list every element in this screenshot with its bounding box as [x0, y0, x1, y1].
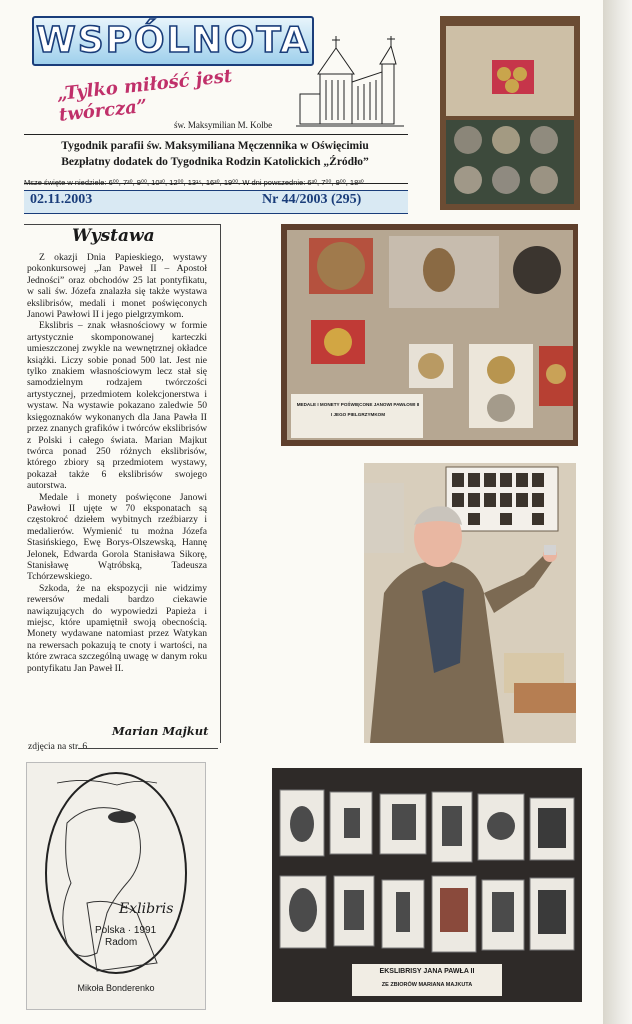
article-paragraph: Medale i monety poświęcone Janowi Pawłowi II ujęte w 70 eksponatach są częstokroć dziełem wybitnych rzeźbiarzy i medalierów. Wymienić tu można Józefa Stasińskiego, Ewę Borys-Olszewską, Hannę Jelonek, Edwarda Gorola Stanisława Sikorę, Stanisławę Wątróbską, Tadeusza Tchórzewskiego.: [27, 491, 207, 583]
issue-date: 02.11.2003: [30, 192, 93, 207]
medals-case-label-1: MEDALE I MONETY POŚWIĘCONE JANOWI PAWŁOWI II: [296, 402, 420, 407]
masthead-subtitle-1: Tygodnik parafii św. Maksymiliana Męczennika w Oświęcimiu: [61, 140, 369, 152]
masthead-subtitle-2: Bezpłatny dodatek do Tygodnika Rodzin Katolickich „Źródło”: [61, 156, 369, 168]
exlibris-year: Polska · 1991: [95, 925, 157, 936]
exlibris-board-image: [272, 768, 582, 1002]
page-edge: [603, 0, 632, 1024]
photos-note-divider: [78, 748, 218, 749]
exlibris-banner-2: ZE ZBIORÓW MARIANA MAJKUTA: [381, 982, 473, 988]
article-author: Marian Majkut: [112, 724, 209, 738]
motto-author: św. Maksymilian M. Kolbe: [174, 120, 273, 130]
article-paragraph: Szkoda, że na ekspozycji nie widzimy rewersów medali bardzo ciekawie nawiązujących do wypowiedzi Papieża i miejsc, które upamiętnił swoją obecnością. Monety wydawane natomiast przez Watykan na rewersach pokazują te cnoty i wartości, na które zwraca szczególną uwagę w danym roku pontyfikatu Jan Paweł II.: [27, 582, 207, 674]
motto: „Tylko miłość jest twórcza”: [55, 65, 234, 126]
collector-photo: [364, 463, 576, 743]
article-paragraph: Z okazji Dnia Papieskiego, wystawy pokonkursowej „Jan Paweł II – Apostoł Jedności” oraz obchodów 25 lat pontyfikatu, w sali św. Józefa znalazła się także wystawa ekslibrisów, medali i monet poświęconych Janowi Pawłowi II i jego pielgrzymkom.: [27, 252, 207, 321]
church-illustration: [296, 34, 406, 130]
exlibris-print: [26, 762, 206, 1010]
photos-note: zdjęcia na str. 6: [28, 742, 88, 752]
exlibris-inscription: Exlibris: [119, 901, 174, 917]
medals-display-image: [440, 16, 580, 210]
mass-times: Msze święte w niedziele: 6⁰⁰, 7³⁰, 9⁰⁰, 10³⁰, 12⁰⁰, 13¹⁵, 16³⁰, 19⁰⁰. W dni powszednie: 6³⁰, 7⁰⁰, 9⁰⁰, 18³⁰: [24, 178, 364, 187]
exlibris-illustration: [27, 763, 205, 1009]
article-title: Wystawa: [72, 226, 155, 246]
collector-image: [364, 463, 576, 743]
exlibris-city: Radom: [105, 937, 138, 948]
medals-display-photo: [440, 16, 580, 210]
medals-case-label-2: I JEGO PIELGRZYMKOM: [330, 412, 386, 417]
exlibris-banner-1: EKSLIBRISY JANA PAWŁA II: [379, 968, 475, 975]
article-body: [27, 252, 207, 674]
medals-case-photo: [281, 224, 578, 446]
newspaper-title: WSPÓLNOTA: [32, 16, 314, 66]
exlibris-board-photo: [272, 768, 582, 1002]
article-paragraph: Ekslibris – znak własnościowy w formie artystycznie skomponowanej karteczki umieszczonej zwykle na wewnętrznej okładce książki. Liczy sobie ponad 500 lat. Jest nie tylko znakiem własnościowym lecz stał się samodzielnym rodzajem twórczości artystycznej, przedmiotem kolekcjonerstwa i wystaw. Na wystawie pokazano zaledwie 50 księgoznaków wykonanych dla Jana Pawła II przez znanych grafików i twórców ekslibrisów z Polski i całego świata. Marian Majkut twórca ponad 250 różnych ekslibrisów, którego zbiory są przedmiotem wystawy, pokazał także 6 ekslibrisów swojego autorstwa.: [27, 320, 207, 492]
issue-number: Nr 44/2003 (295): [262, 192, 362, 207]
exlibris-artist: Mikoła Bonderenko: [77, 983, 155, 993]
